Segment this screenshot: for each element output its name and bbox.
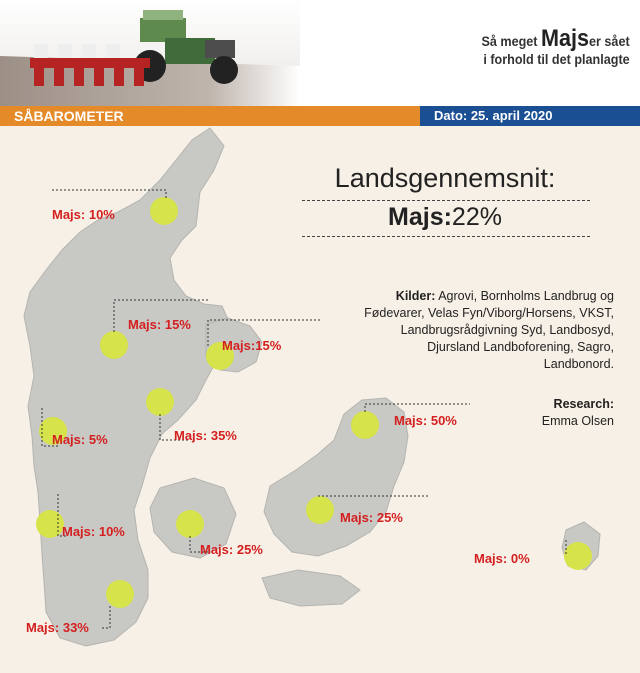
average-divider-bottom bbox=[302, 236, 590, 237]
zealand bbox=[264, 398, 408, 556]
region-marker bbox=[176, 510, 204, 538]
national-average bbox=[300, 203, 590, 232]
research-name: Emma Olsen bbox=[541, 414, 614, 428]
headline-line-2: i forhold til det planlagte bbox=[483, 51, 630, 67]
region-label: Majs: 15% bbox=[128, 317, 191, 332]
sources-line: Landbrugsrådgivning Syd, Landbosyd, bbox=[400, 323, 614, 337]
headline-pre: Så meget bbox=[481, 33, 542, 49]
date-label: Dato: 25. april 2020 bbox=[420, 106, 640, 126]
region-label: Majs:15% bbox=[222, 338, 282, 353]
region-label: Majs: 0% bbox=[474, 551, 530, 566]
headline-line-1 bbox=[481, 25, 630, 52]
title-bar bbox=[0, 106, 640, 126]
region-label: Majs: 35% bbox=[174, 428, 237, 443]
region-marker bbox=[306, 496, 334, 524]
headline-keyword: Majs bbox=[541, 25, 590, 52]
region-label: Majs: 33% bbox=[26, 620, 89, 635]
headline bbox=[481, 25, 630, 68]
sources-line: Djursland Landboforening, Sagro, bbox=[427, 340, 614, 354]
jutland-landmass bbox=[24, 128, 230, 646]
sources-line: Fødevarer, Velas Fyn/Viborg/Horsens, VKST, bbox=[364, 306, 614, 320]
national-average-value: 22% bbox=[451, 203, 502, 231]
region-marker bbox=[351, 411, 379, 439]
sources-line: Agrovi, Bornholms Landbrug og bbox=[438, 289, 614, 303]
barometer-title: SÅBAROMETER bbox=[0, 106, 420, 126]
region-marker bbox=[564, 542, 592, 570]
sources-line: Landbonord. bbox=[543, 357, 614, 371]
region-label: Majs: 25% bbox=[200, 542, 263, 557]
region-label: Majs: 50% bbox=[394, 413, 457, 428]
headline-post: er sået bbox=[589, 33, 630, 49]
region-marker bbox=[146, 388, 174, 416]
tractor-photo bbox=[0, 0, 300, 106]
sources-line bbox=[318, 288, 614, 305]
research bbox=[470, 396, 614, 430]
sources-label: Kilder: bbox=[395, 289, 436, 303]
region-label: Majs: 5% bbox=[52, 432, 108, 447]
region-label: Majs: 10% bbox=[52, 207, 115, 222]
research-label-text: Research: bbox=[553, 397, 614, 411]
region-marker bbox=[100, 331, 128, 359]
region-marker bbox=[150, 197, 178, 225]
header bbox=[0, 0, 640, 106]
region-label: Majs: 25% bbox=[340, 510, 403, 525]
lolland-falster bbox=[262, 570, 360, 606]
region-label: Majs: 10% bbox=[62, 524, 125, 539]
national-average-label: Majs: bbox=[388, 203, 452, 231]
region-marker bbox=[36, 510, 64, 538]
national-average-title: Landsgennemsnit: bbox=[334, 163, 556, 193]
average-divider bbox=[302, 200, 590, 201]
sources bbox=[318, 288, 614, 373]
research-label bbox=[470, 396, 614, 413]
region-marker bbox=[106, 580, 134, 608]
